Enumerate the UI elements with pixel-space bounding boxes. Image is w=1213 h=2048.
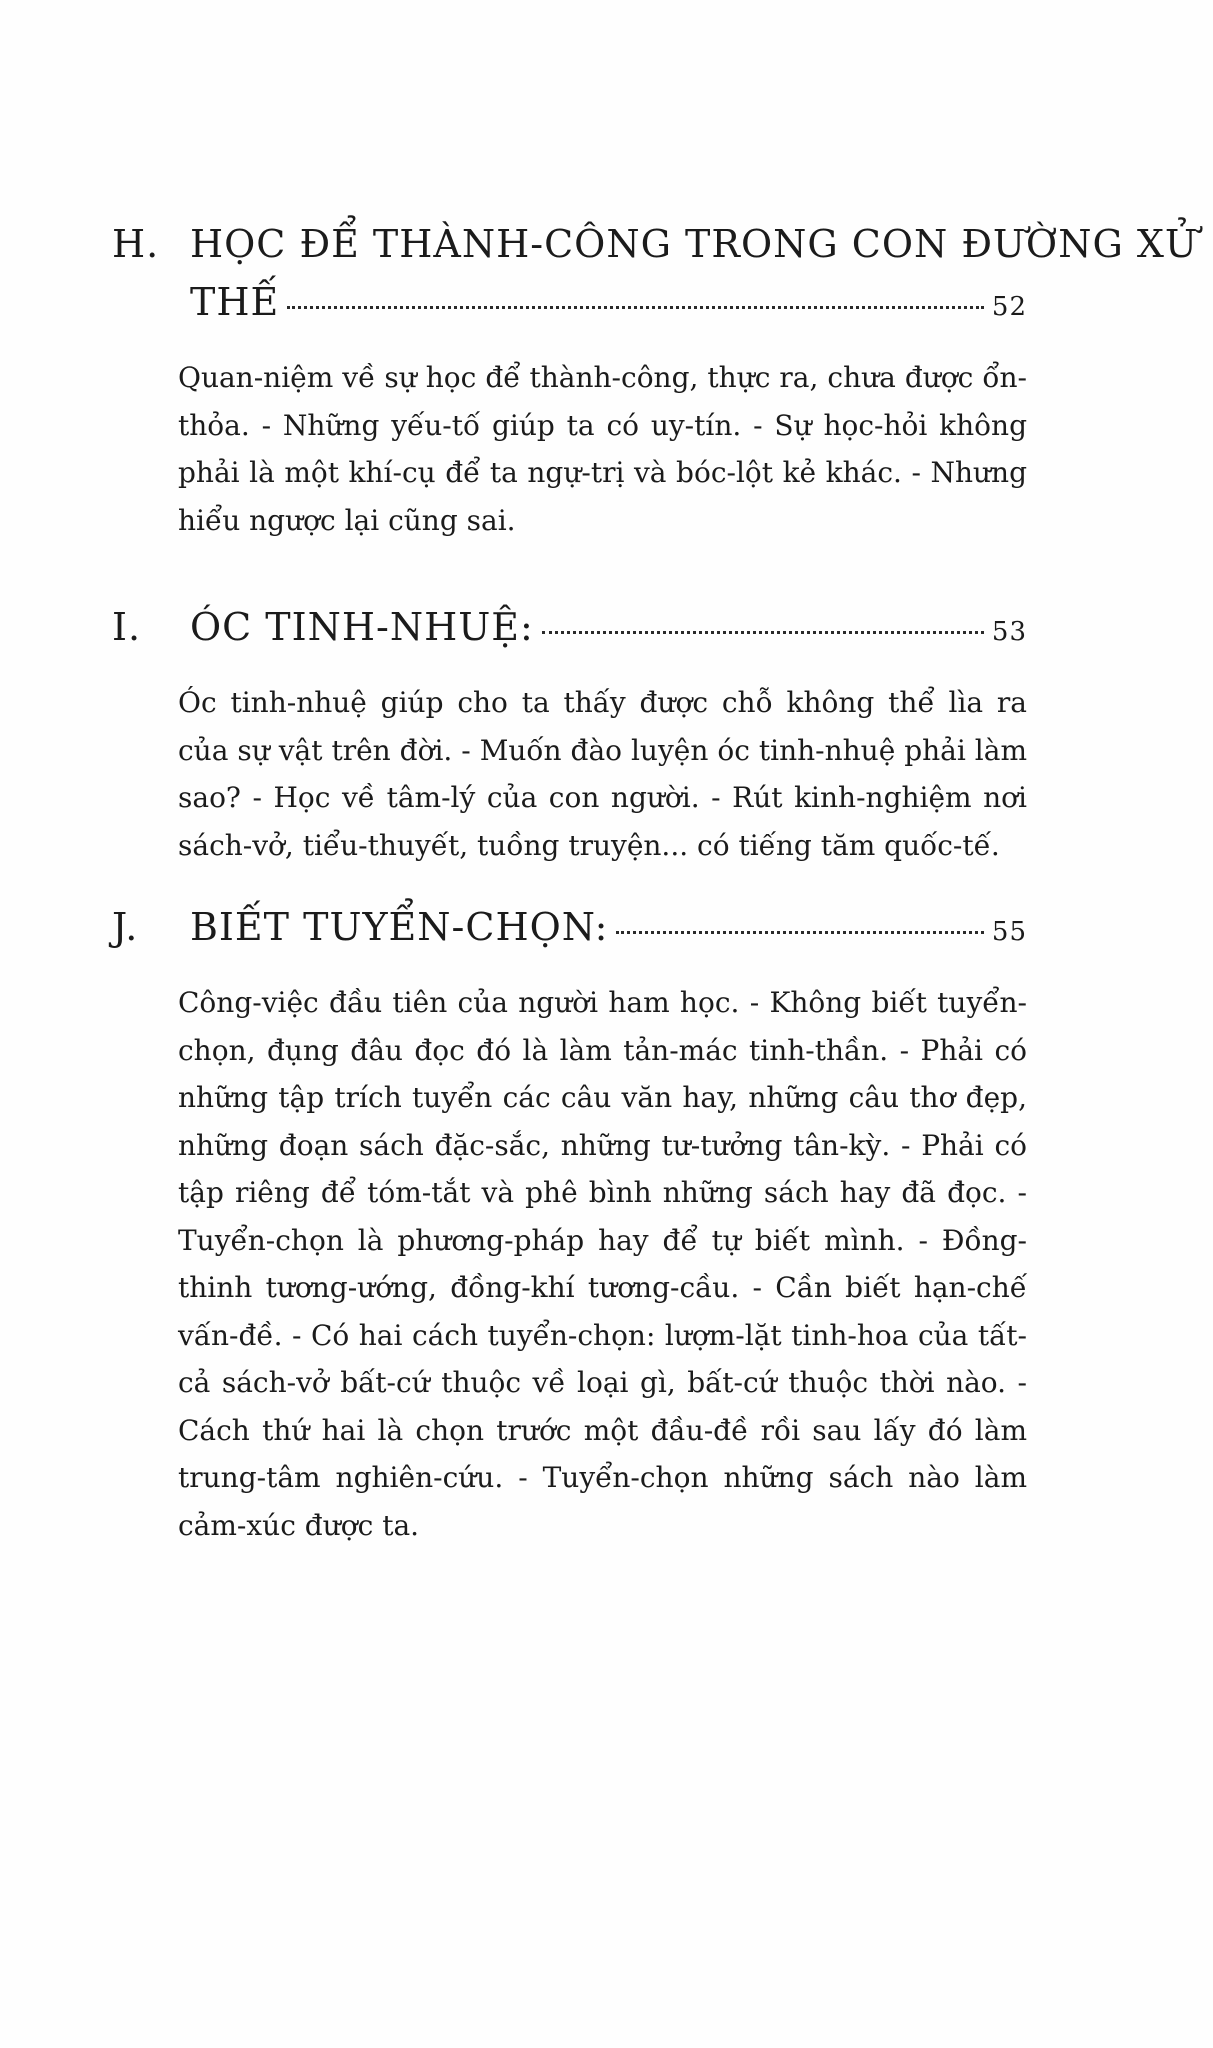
entry-summary: Óc tinh-nhuệ giúp cho ta thấy được chỗ không thể lìa ra của sự vật trên đời. - Muốn đào luyện óc tinh-nhuệ phải làm sao? - Học về tâm-lý của con người. - Rút kinh-nghiệm nơi sách-vở, tiểu-thuyết, tuồng truyện... có tiếng tăm quốc-tế. (178, 686, 1027, 862)
entry-title: ÓC TINH-NHUỆ: (190, 605, 534, 649)
entry-title-line2: THẾ (190, 280, 280, 324)
dot-leader (616, 930, 983, 934)
toc-entry-j (112, 905, 1027, 1549)
toc-heading-i (112, 605, 1027, 649)
page-number: 53 (991, 617, 1027, 647)
entry-summary: Quan-niệm về sự học để thành-công, thực ra, chưa được ổn-thỏa. - Những yếu-tố giúp ta có uy-tín. - Sự học-hỏi không phải là một khí-cụ để ta ngự-trị và bóc-lột kẻ khác. - Nhưng hiểu ngược lại cũng sai. (178, 361, 1027, 537)
entry-summary: Công-việc đầu tiên của người ham học. - Không biết tuyển-chọn, đụng đâu đọc đó là làm tản-mác tinh-thần. - Phải có những tập trích tuyển các câu văn hay, những câu thơ đẹp, những đoạn sách đặc-sắc, những tư-tưởng tân-kỳ. - Phải có tập riêng để tóm-tắt và phê bình những sách hay đã đọc. - Tuyển-chọn là phương-pháp hay để tự biết mình. - Đồng-thinh tương-ướng, đồng-khí tương-cầu. - Cần biết hạn-chế vấn-đề. - Có hai cách tuyển-chọn: lượm-lặt tinh-hoa của tất-cả sách-vở bất-cứ thuộc về loại gì, bất-cứ thuộc thời nào. - Cách thứ hai là chọn trước một đầu-đề rồi sau lấy đó làm trung-tâm nghiên-cứu. - Tuyển-chọn những sách nào làm cảm-xúc được ta. (178, 986, 1027, 1542)
toc-entry-h (112, 222, 1198, 544)
entry-title: BIẾT TUYỂN-CHỌN: (190, 905, 609, 949)
entry-letter: J. (112, 905, 139, 949)
toc-heading-j (112, 905, 1027, 949)
entry-title-line1: HỌC ĐỂ THÀNH-CÔNG TRONG CON ĐƯỜNG XỬ (190, 222, 1198, 266)
dot-leader (287, 305, 984, 309)
dot-leader (542, 630, 984, 634)
toc-heading-h-continuation (190, 280, 1027, 324)
entry-letter: I. (112, 605, 142, 649)
toc-heading-h (112, 222, 1198, 266)
toc-entry-i (112, 605, 1027, 869)
entry-letter: H. (112, 222, 160, 266)
page-number: 55 (991, 917, 1027, 947)
page-number: 52 (991, 292, 1027, 322)
